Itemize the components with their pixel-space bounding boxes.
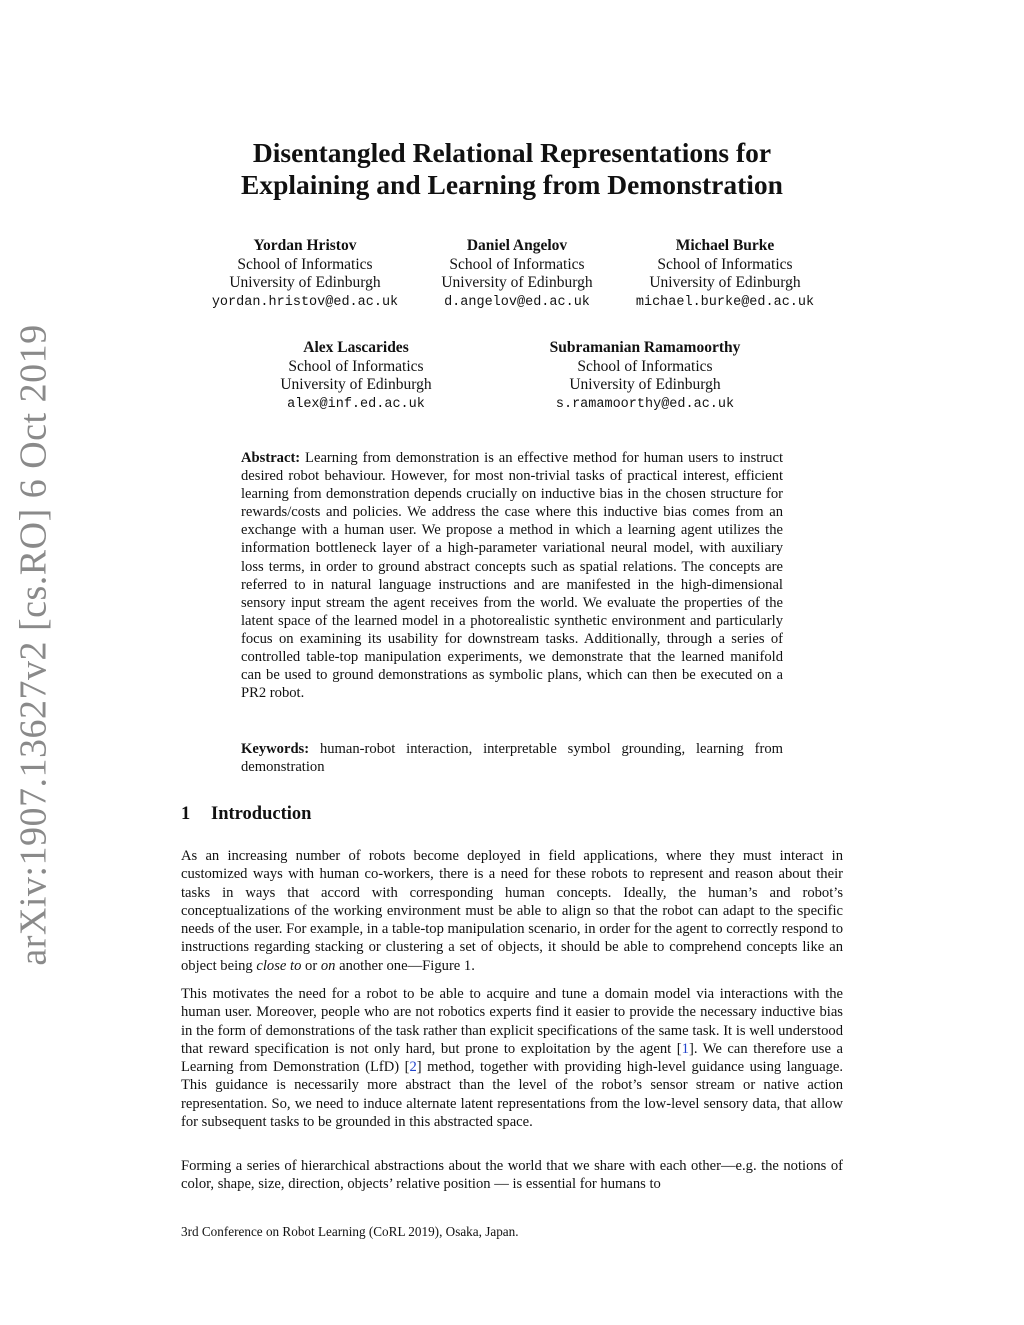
author-block [190, 237, 420, 312]
keywords [241, 740, 783, 776]
intro-paragraph-3: Forming a series of hierarchical abstractions about the world that we share with each other—e.g. the notions of color, shape, size, direction, objects’ relative position — is essential for humans to [181, 1158, 843, 1193]
author-email[interactable]: michael.burke@ed.ac.uk [635, 294, 815, 310]
keywords-text: human-robot interaction, interpretable symbol grounding, learning from demonstration [241, 741, 783, 776]
citation-link[interactable]: 2 [409, 1059, 417, 1076]
paragraph-text: This motivates the need for a robot to be able to acquire and tune a domain model via interactions with the human user. Moreover, people who are not robotics experts find it easier to provide the necessary inductive bias in the form of demonstrations of the task rather than explicit specifications of the same task. It is well understood that reward specification is not only hard, but prone to exploitation by the agent [ [181, 986, 843, 1057]
author-affiliation: School of Informatics [577, 357, 713, 375]
intro-paragraph-2 [181, 985, 843, 1131]
author-email[interactable]: s.ramamoorthy@ed.ac.uk [555, 396, 735, 412]
arxiv-stamp [6, 324, 62, 966]
author-affiliation: School of Informatics [237, 255, 373, 273]
abstract [241, 449, 783, 702]
intro-paragraph-1 [181, 847, 843, 975]
emphasis-on: on [320, 957, 336, 974]
author-name: Alex Lascarides [303, 339, 409, 356]
author-email[interactable]: yordan.hristov@ed.ac.uk [211, 294, 399, 310]
section-heading [181, 802, 311, 826]
author-email[interactable]: d.angelov@ed.ac.uk [444, 294, 590, 310]
abstract-text: Learning from demonstration is an effective method for human users to instruct desired robot behaviour. However, for most non-trivial tasks of practical interest, efficient learning from demonstration depends crucially on inductive bias in the chosen structure for rewards/costs and policies. We address the case where this inductive bias comes from an exchange with a human user. We propose a method in which a learning agent utilizes the information bottleneck layer of a high-parameter variational neural model, with auxiliary loss terms, in order to ground abstract concepts such as spatial relations. The concepts are referred to in natural language instructions and are manifested in the high-dimensional sensory input stream the agent receives from the world. We evaluate the properties of the latent space of the learned model in a photorealistic synthetic environment and particularly focus on examining its usability for downstream tasks. Additionally, through a series of controlled table-top manipulation experiments, we demonstrate that the learned manifold can be used to ground demonstrations as symbolic plans, which can then be executed on a PR2 robot. [241, 450, 784, 702]
paragraph-text: As an increasing number of robots become deployed in field applications, where they must interact in customized ways with human co-workers, there is a need for these robots to represent and reason about their tasks in ways that accord with corresponding human concepts. Ideally, the human’s and robot’s conceptualizations of the working environment must be able to align so that the robot can adapt to the specific needs of the user. For example, in a table-top manipulation scenario, in order for the agent to correctly respond to instructions regarding stacking or clustering a set of objects, it should be able to comprehend concepts like an object being [181, 848, 843, 974]
paragraph-text: ]. We can therefore use a Learning from Demonstration (LfD) [ [181, 1040, 843, 1076]
author-name: Michael Burke [675, 237, 775, 254]
title-line-2: Explaining and Learning from Demonstration [241, 169, 783, 200]
author-university: University of Edinburgh [280, 376, 432, 393]
author-email[interactable]: alex@inf.ed.ac.uk [287, 396, 425, 412]
author-block [412, 237, 622, 312]
title-line-1: Disentangled Relational Representations for [252, 137, 772, 168]
paragraph-text: another one—Figure 1. [335, 957, 475, 974]
author-affiliation: School of Informatics [449, 255, 585, 273]
author-university: University of Edinburgh [229, 274, 381, 291]
paper-title [160, 137, 864, 201]
author-affiliation: School of Informatics [657, 255, 793, 273]
emphasis-close-to: close to [256, 957, 302, 974]
author-block [256, 339, 456, 414]
citation-link[interactable]: 1 [681, 1040, 689, 1057]
section-title: Introduction [211, 804, 312, 824]
author-name: Subramanian Ramamoorthy [549, 339, 741, 356]
author-name: Yordan Hristov [253, 237, 357, 254]
abstract-label: Abstract: [241, 450, 301, 466]
author-block [525, 339, 765, 414]
author-university: University of Edinburgh [649, 274, 801, 291]
author-university: University of Edinburgh [441, 274, 593, 291]
conference-footer: 3rd Conference on Robot Learning (CoRL 2019), Osaka, Japan. [181, 1224, 519, 1239]
author-name: Daniel Angelov [466, 237, 568, 254]
author-block [615, 237, 835, 312]
keywords-label: Keywords: [241, 741, 310, 757]
arxiv-identifier[interactable]: arXiv:1907.13627v2 [cs.RO] 6 Oct 2019 [13, 324, 56, 966]
paragraph-text: or [301, 957, 321, 974]
author-affiliation: School of Informatics [288, 357, 424, 375]
author-university: University of Edinburgh [569, 376, 721, 393]
paragraph-text: ] method, together with providing high-level guidance using language. This guidance is necessarily more abstract than the level of the robot’s sensor stream or native action representation. So, we need to induce alternate latent representations from the low-level sensory data, that allow for subsequent tasks to be grounded in this abstracted space. [181, 1059, 843, 1131]
section-number: 1 [181, 804, 191, 824]
